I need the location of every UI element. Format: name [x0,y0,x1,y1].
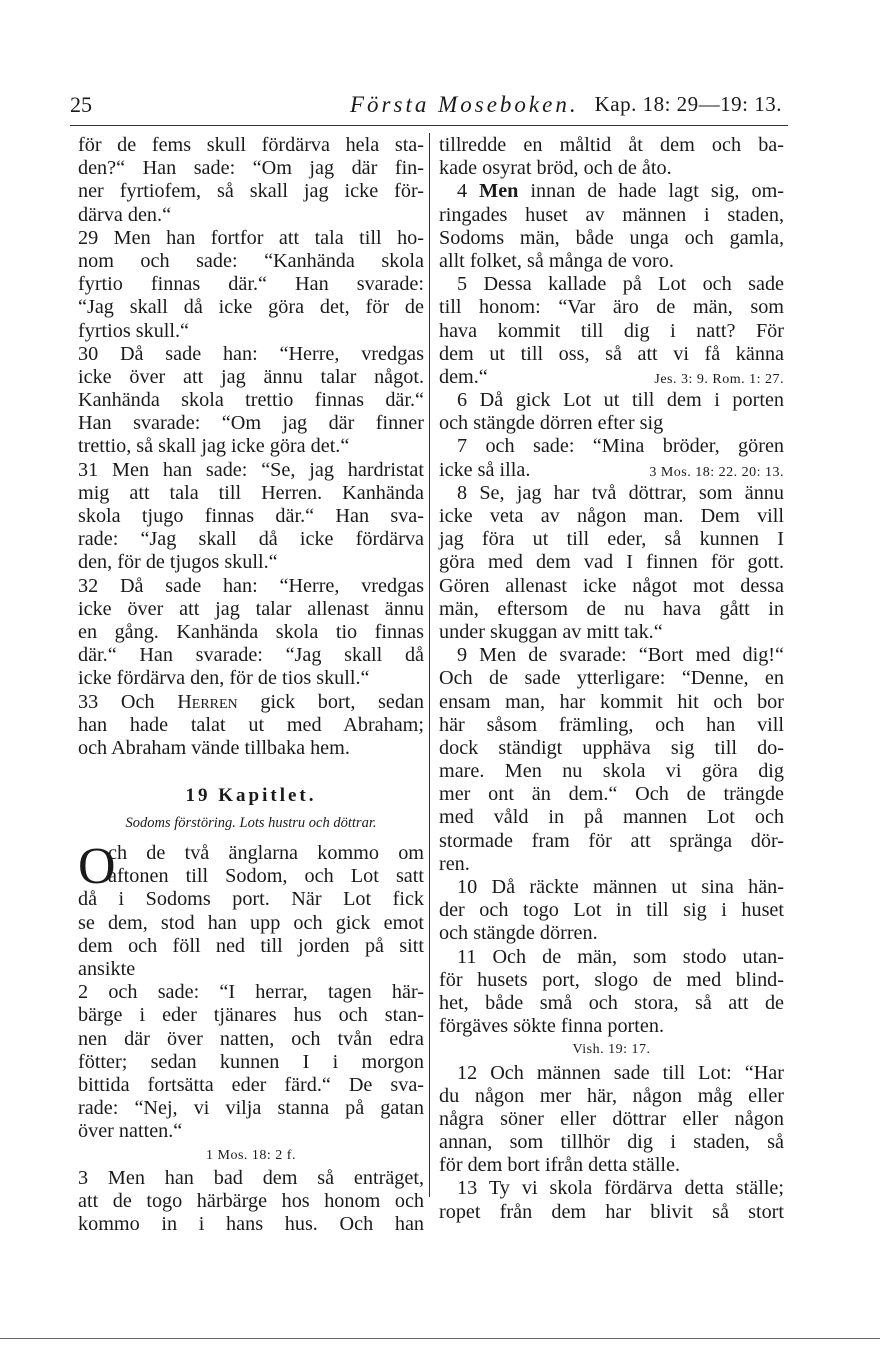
text-line: ropet från dem har blivit så stort [439,1200,784,1223]
verse-29 [78,227,424,343]
text-line: fötter; sedan kunnen I i morgon [78,1050,424,1073]
cross-reference: Jes. 3: 9. Rom. 1: 27. [654,371,784,387]
text-line: med våld in på mannen Lot och [439,806,784,829]
text-fragment: icke så illa. [439,458,531,481]
text-line: för de fems skull fördärva hela sta- [78,134,424,156]
text-line: skola tjugo finnas där.“ Han sva- [78,505,424,527]
verse-block-continuation [78,134,424,227]
text-line [439,459,784,482]
text-line: icke över att jag talar allenast ännu [78,597,424,620]
column-divider [429,133,430,1197]
text-line: kade osyrat bröd, och de åto. [439,157,672,180]
text-line: att de togo härbärge hos honom och [78,1189,424,1212]
text-line: och stängde dörren. [439,922,598,945]
text-line: därva den.“ [78,203,172,226]
text-line: trettio, så skall jag icke göra det.“ [78,435,350,458]
text-line: fyrtio finnas där.“ Han svarade: [78,273,424,296]
text-line: 29 Men han fortfor att tala till ho- [78,226,424,249]
text-line: bärge i eder tjänares hus och stan- [78,1004,424,1027]
text-line [439,366,784,389]
text-line: dem och föll ned till jorden på sitt [78,934,424,957]
text-line: nen där över natten, och tvån edra [78,1027,424,1050]
text-line: icke veta av någon man. Dem vill [439,505,784,527]
text-line: han hade talat ut med Abraham; [78,713,424,736]
text-fragment: 33 Och [78,690,155,713]
chapter-subtitle: Sodoms förstöring. Lots hustru och döttrar. [125,815,377,832]
text-line: icke fördärva den, för de tios skull.“ [78,667,370,690]
text-line: rade: “Jag skall då icke fördärva [78,528,424,551]
text-line: 10 Då räckte männen ut sina hän- [457,876,784,898]
text-line: och stängde dörren efter sig [439,412,664,435]
text-line: 8 Se, jag har två döttrar, som ännu [457,481,784,504]
verse-4 [439,180,784,273]
verse-12 [439,1062,784,1178]
text-line: ch de två änglarna kommo om [108,842,424,865]
verse-13 [439,1177,784,1223]
verse-11 [439,946,784,1062]
text-line: “Jag skall då icke göra det, för de [78,296,424,319]
cross-reference: Vish. 19: 17. [572,1042,651,1058]
text-line: göra med dem vad I finnen för gott. [439,551,784,574]
text-line: ner fyrtiofem, så skall jag icke för- [78,180,424,203]
text-line: nom och sade: “Kanhända skola [78,249,424,272]
text-line: du någon mer här, någon måg eller [439,1084,784,1107]
verse-10 [439,876,784,946]
verse-33 [78,691,424,761]
text-line: 7 och sade: “Mina bröder, gören [457,435,784,458]
text-line: ensam man, har kommit hit och bor [439,690,784,713]
text-line: Sodoms män, både unga och gamla, [439,226,784,249]
text-line: rade: “Nej, vi vilja stanna på gatan [78,1097,424,1120]
text-line: mig att tala till Herren. Kanhända [78,481,424,504]
text-line: och Abraham vände tillbaka hem. [78,736,350,759]
text-line: över natten.“ [78,1120,183,1143]
page-number: 25 [70,92,92,117]
verse-5 [439,273,784,389]
text-line: allt folket, så många de voro. [439,249,674,272]
text-line: för dem bort ifrån detta ställe. [439,1154,681,1177]
text-line: 12 Och männen sade till Lot: “Har [457,1061,784,1084]
header-rule [70,125,788,126]
text-line: 5 Dessa kallade på Lot och sade [457,273,784,296]
text-fragment: gick bort, sedan [260,690,425,713]
text-line: 2 och sade: “I herrar, tagen här- [78,981,424,1004]
text-line: dem ut till oss, så att vi få känna [439,342,784,365]
cross-reference: 1 Mos. 18: 2 f. [206,1147,296,1163]
text-line: ringades huset av männen i staden, [439,203,784,226]
text-line: aftonen till Sodom, och Lot satt [108,865,424,888]
cross-reference: 3 Mos. 18: 22. 20: 13. [649,464,784,480]
text-line: ren. [439,852,470,875]
text-line: 3 Men han bad dem så enträget, [78,1166,424,1189]
text-line: se dem, stod han upp och gick emot [78,911,424,934]
verse-7 [439,435,784,481]
text-line: stormade fram för att spränga dör- [439,829,784,852]
book-title: Första Moseboken. [350,92,579,117]
verse-30 [78,343,424,459]
text-line: några söner eller döttrar eller någon [439,1107,784,1130]
text-line: den, för de tjugos skull.“ [78,551,278,574]
verse-1 [78,838,424,981]
text-line: mer ont än dem.“ Och de trängde [439,783,784,806]
verse-6 [439,389,784,435]
text-line: förgäves sökte finna porten. [439,1015,664,1038]
text-line: annan, som tillhör dig i staden, så [439,1131,784,1154]
text-line: fyrtios skull.“ [78,319,190,342]
text-line: bittida fortsätta eder färd.“ De sva- [78,1073,424,1096]
text-line [78,691,424,714]
verse-31 [78,459,424,575]
text-line: kommo in i hans hus. Och han [78,1213,424,1236]
page-bottom-edge [0,1338,880,1339]
emphasized-word: Men [479,180,519,203]
text-line: Gören allenast icke något mot dessa [439,574,784,597]
text-line: der och togo Lot in till sig i huset [439,899,784,922]
text-line: där.“ Han svarade: “Jag skall då [78,644,424,667]
text-line: för husets port, slogo de med blind- [439,968,784,991]
text-line: mare. Men nu skola vi göra dig [439,760,784,783]
text-line: 11 Och de män, som stodo utan- [457,945,784,968]
verse-9 [439,644,784,876]
text-line: ansikte [78,958,136,980]
verse-32 [78,575,424,691]
text-line: Och de sade ytterligare: “Denne, en [439,667,784,690]
text-line: under skuggan av mitt tak.“ [439,620,663,643]
divine-name: Herren [177,690,238,713]
text-line: 6 Då gick Lot ut till dem i porten [457,389,784,412]
text-line [439,180,784,203]
verse-8 [439,482,784,644]
text-line: 32 Då sade han: “Herre, vredgas [78,574,424,597]
chapter-reference: Kap. 18: 29—19: 13. [594,92,782,116]
text-line: här såsom främling, och han vill [439,713,784,736]
text-line: het, både små och stora, så att de [439,991,784,1014]
text-line: 9 Men de svarade: “Bort med dig!“ [457,644,784,667]
text-fragment: innan de hade lagt sig, om- [530,180,785,203]
left-column [78,134,424,1236]
text-line: hava kommit till dig i natt? För [439,319,784,342]
text-line: Kanhända skola trettio finnas där.“ [78,389,424,412]
text-line: den?“ Han sade: “Om jag där fin- [78,157,424,180]
verse-3 [78,1167,424,1237]
text-line: till honom: “Var äro de män, som [439,296,784,319]
text-fragment: dem.“ [439,365,488,388]
verse-3-continuation [439,134,784,180]
verse-number: 4 [457,180,468,203]
text-line: Han svarade: “Om jag där finner [78,412,424,435]
right-column [439,134,784,1224]
drop-cap: O [78,838,116,896]
page-header [70,92,782,126]
text-line: jag föra ut till eder, så kunnen I [439,528,784,551]
text-line: dock ständigt upphäva sig till do- [439,736,784,759]
chapter-heading: 19 Kapitlet. [185,785,317,807]
text-line: män, eftersom de nu hava gått in [439,597,784,620]
text-line: icke över att jag ännu talar något. [78,365,424,388]
text-line: 31 Men han sade: “Se, jag hardristat [78,458,424,481]
text-line: tillredde en måltid åt dem och ba- [439,134,784,156]
text-line: då i Sodoms port. När Lot fick [78,888,424,911]
text-line: en gång. Kanhända skola tio finnas [78,620,424,643]
text-line: 30 Då sade han: “Herre, vredgas [78,342,424,365]
verse-2 [78,981,424,1167]
text-line: 13 Ty vi skola fördärva detta ställe; [457,1177,784,1200]
